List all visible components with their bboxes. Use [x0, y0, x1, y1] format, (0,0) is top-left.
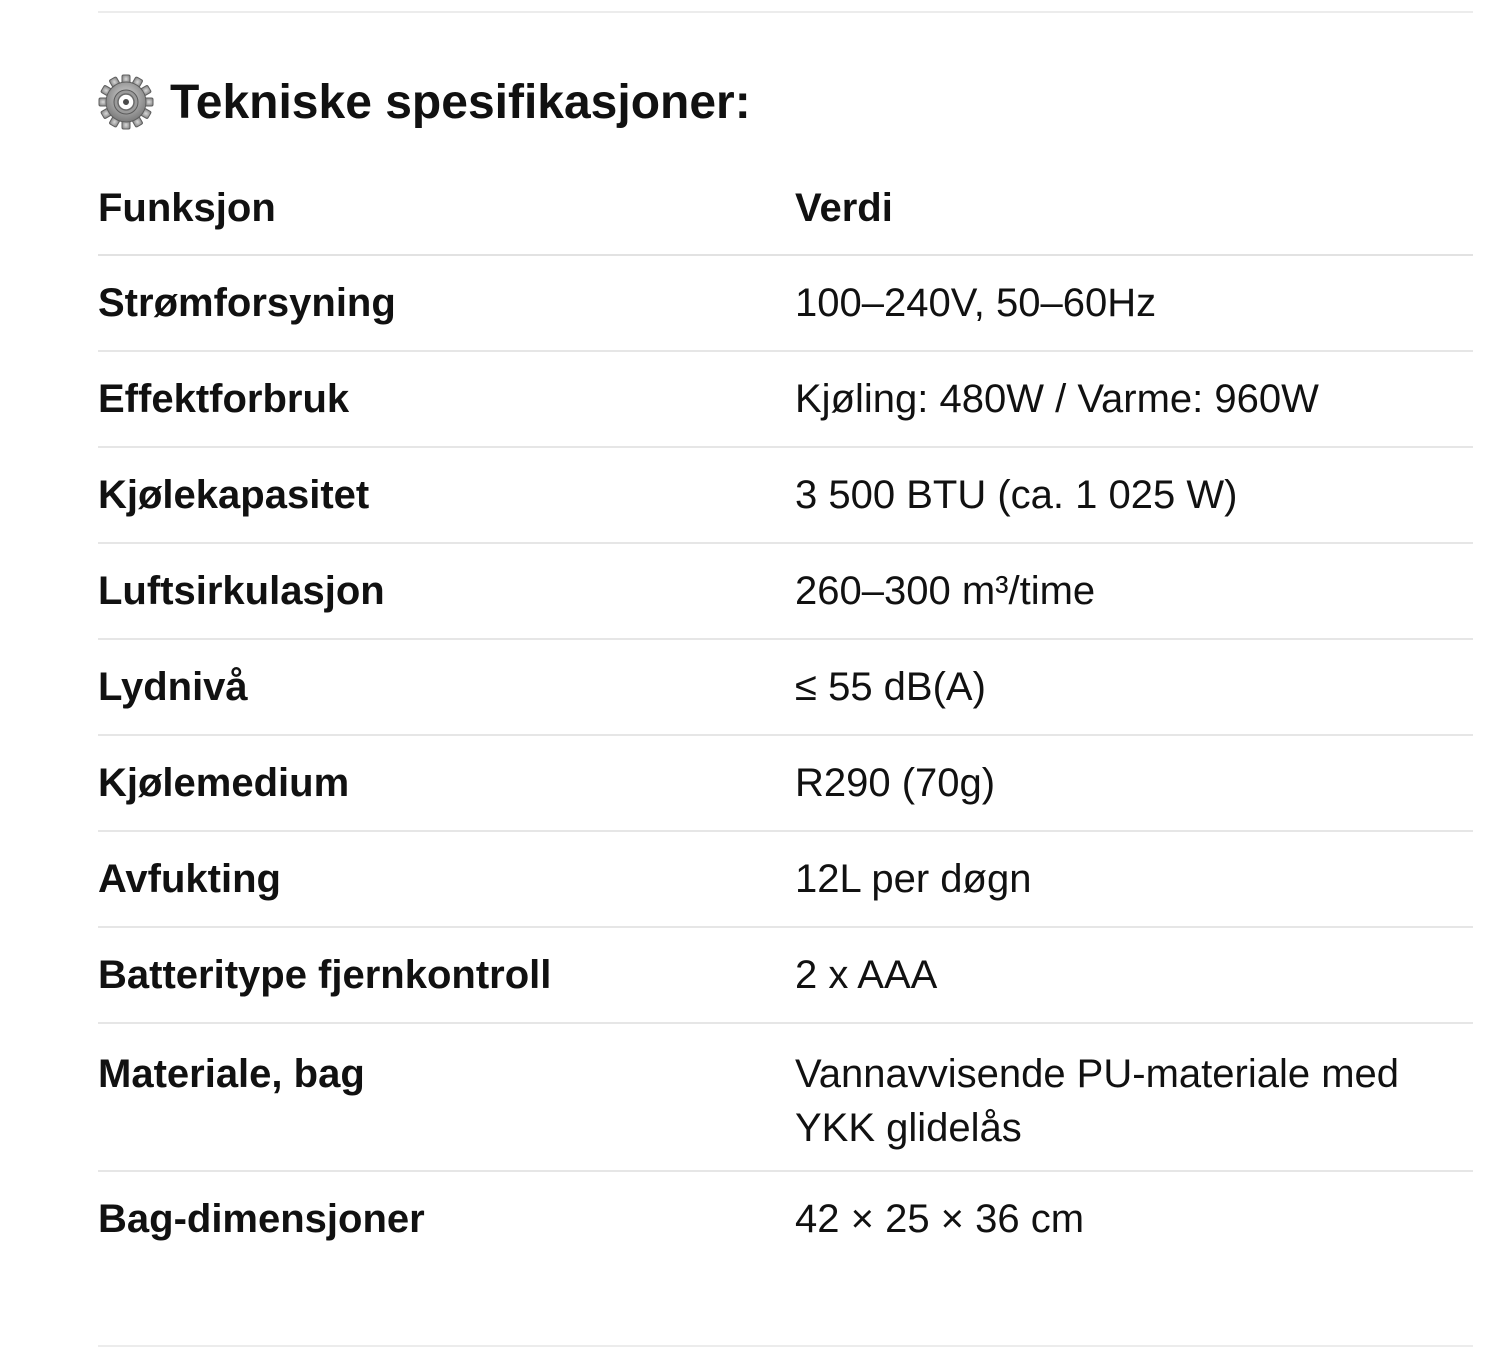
value-cell: 2 x AAA [795, 927, 1473, 1023]
feature-cell: Materiale, bag [98, 1023, 795, 1171]
bottom-divider [98, 1345, 1473, 1347]
value-cell: Vannavvisende PU-materiale med YKK glidelås [795, 1023, 1473, 1171]
feature-cell: Batteritype fjernkontroll [98, 927, 795, 1023]
table-row [98, 735, 1473, 831]
table-row [98, 543, 1473, 639]
spec-table [98, 162, 1473, 1266]
column-header-feature: Funksjon [98, 162, 795, 255]
table-row [98, 351, 1473, 447]
table-row [98, 927, 1473, 1023]
table-row [98, 1023, 1473, 1171]
table-row [98, 831, 1473, 927]
table-header-row [98, 162, 1473, 255]
value-cell: 100–240V, 50–60Hz [795, 255, 1473, 351]
gear-icon [98, 74, 154, 130]
feature-cell: Bag-dimensjoner [98, 1196, 425, 1241]
value-cell: 260–300 m³/time [795, 543, 1473, 639]
feature-cell: Kjølemedium [98, 735, 795, 831]
value-cell: Kjøling: 480W / Varme: 960W [795, 351, 1473, 447]
feature-cell: Strømforsyning [98, 255, 795, 351]
feature-cell: Effektforbruk [98, 351, 795, 447]
table-row [98, 1171, 1473, 1266]
value-cell: 42 × 25 × 36 cm [795, 1196, 1085, 1241]
value-cell: 3 500 BTU (ca. 1 025 W) [795, 447, 1473, 543]
table-row [98, 255, 1473, 351]
feature-cell: Luftsirkulasjon [98, 543, 795, 639]
top-divider [98, 11, 1473, 13]
feature-cell: Kjølekapasitet [98, 447, 795, 543]
feature-cell: Lydnivå [98, 639, 795, 735]
table-row [98, 639, 1473, 735]
feature-cell: Avfukting [98, 831, 795, 927]
column-header-value: Verdi [795, 162, 1473, 255]
value-cell: R290 (70g) [795, 735, 1473, 831]
value-cell: ≤ 55 dB(A) [795, 639, 1473, 735]
section-heading [98, 70, 751, 134]
table-row [98, 447, 1473, 543]
page-title: Tekniske spesifikasjoner: [170, 75, 751, 129]
value-cell: 12L per døgn [795, 831, 1473, 927]
